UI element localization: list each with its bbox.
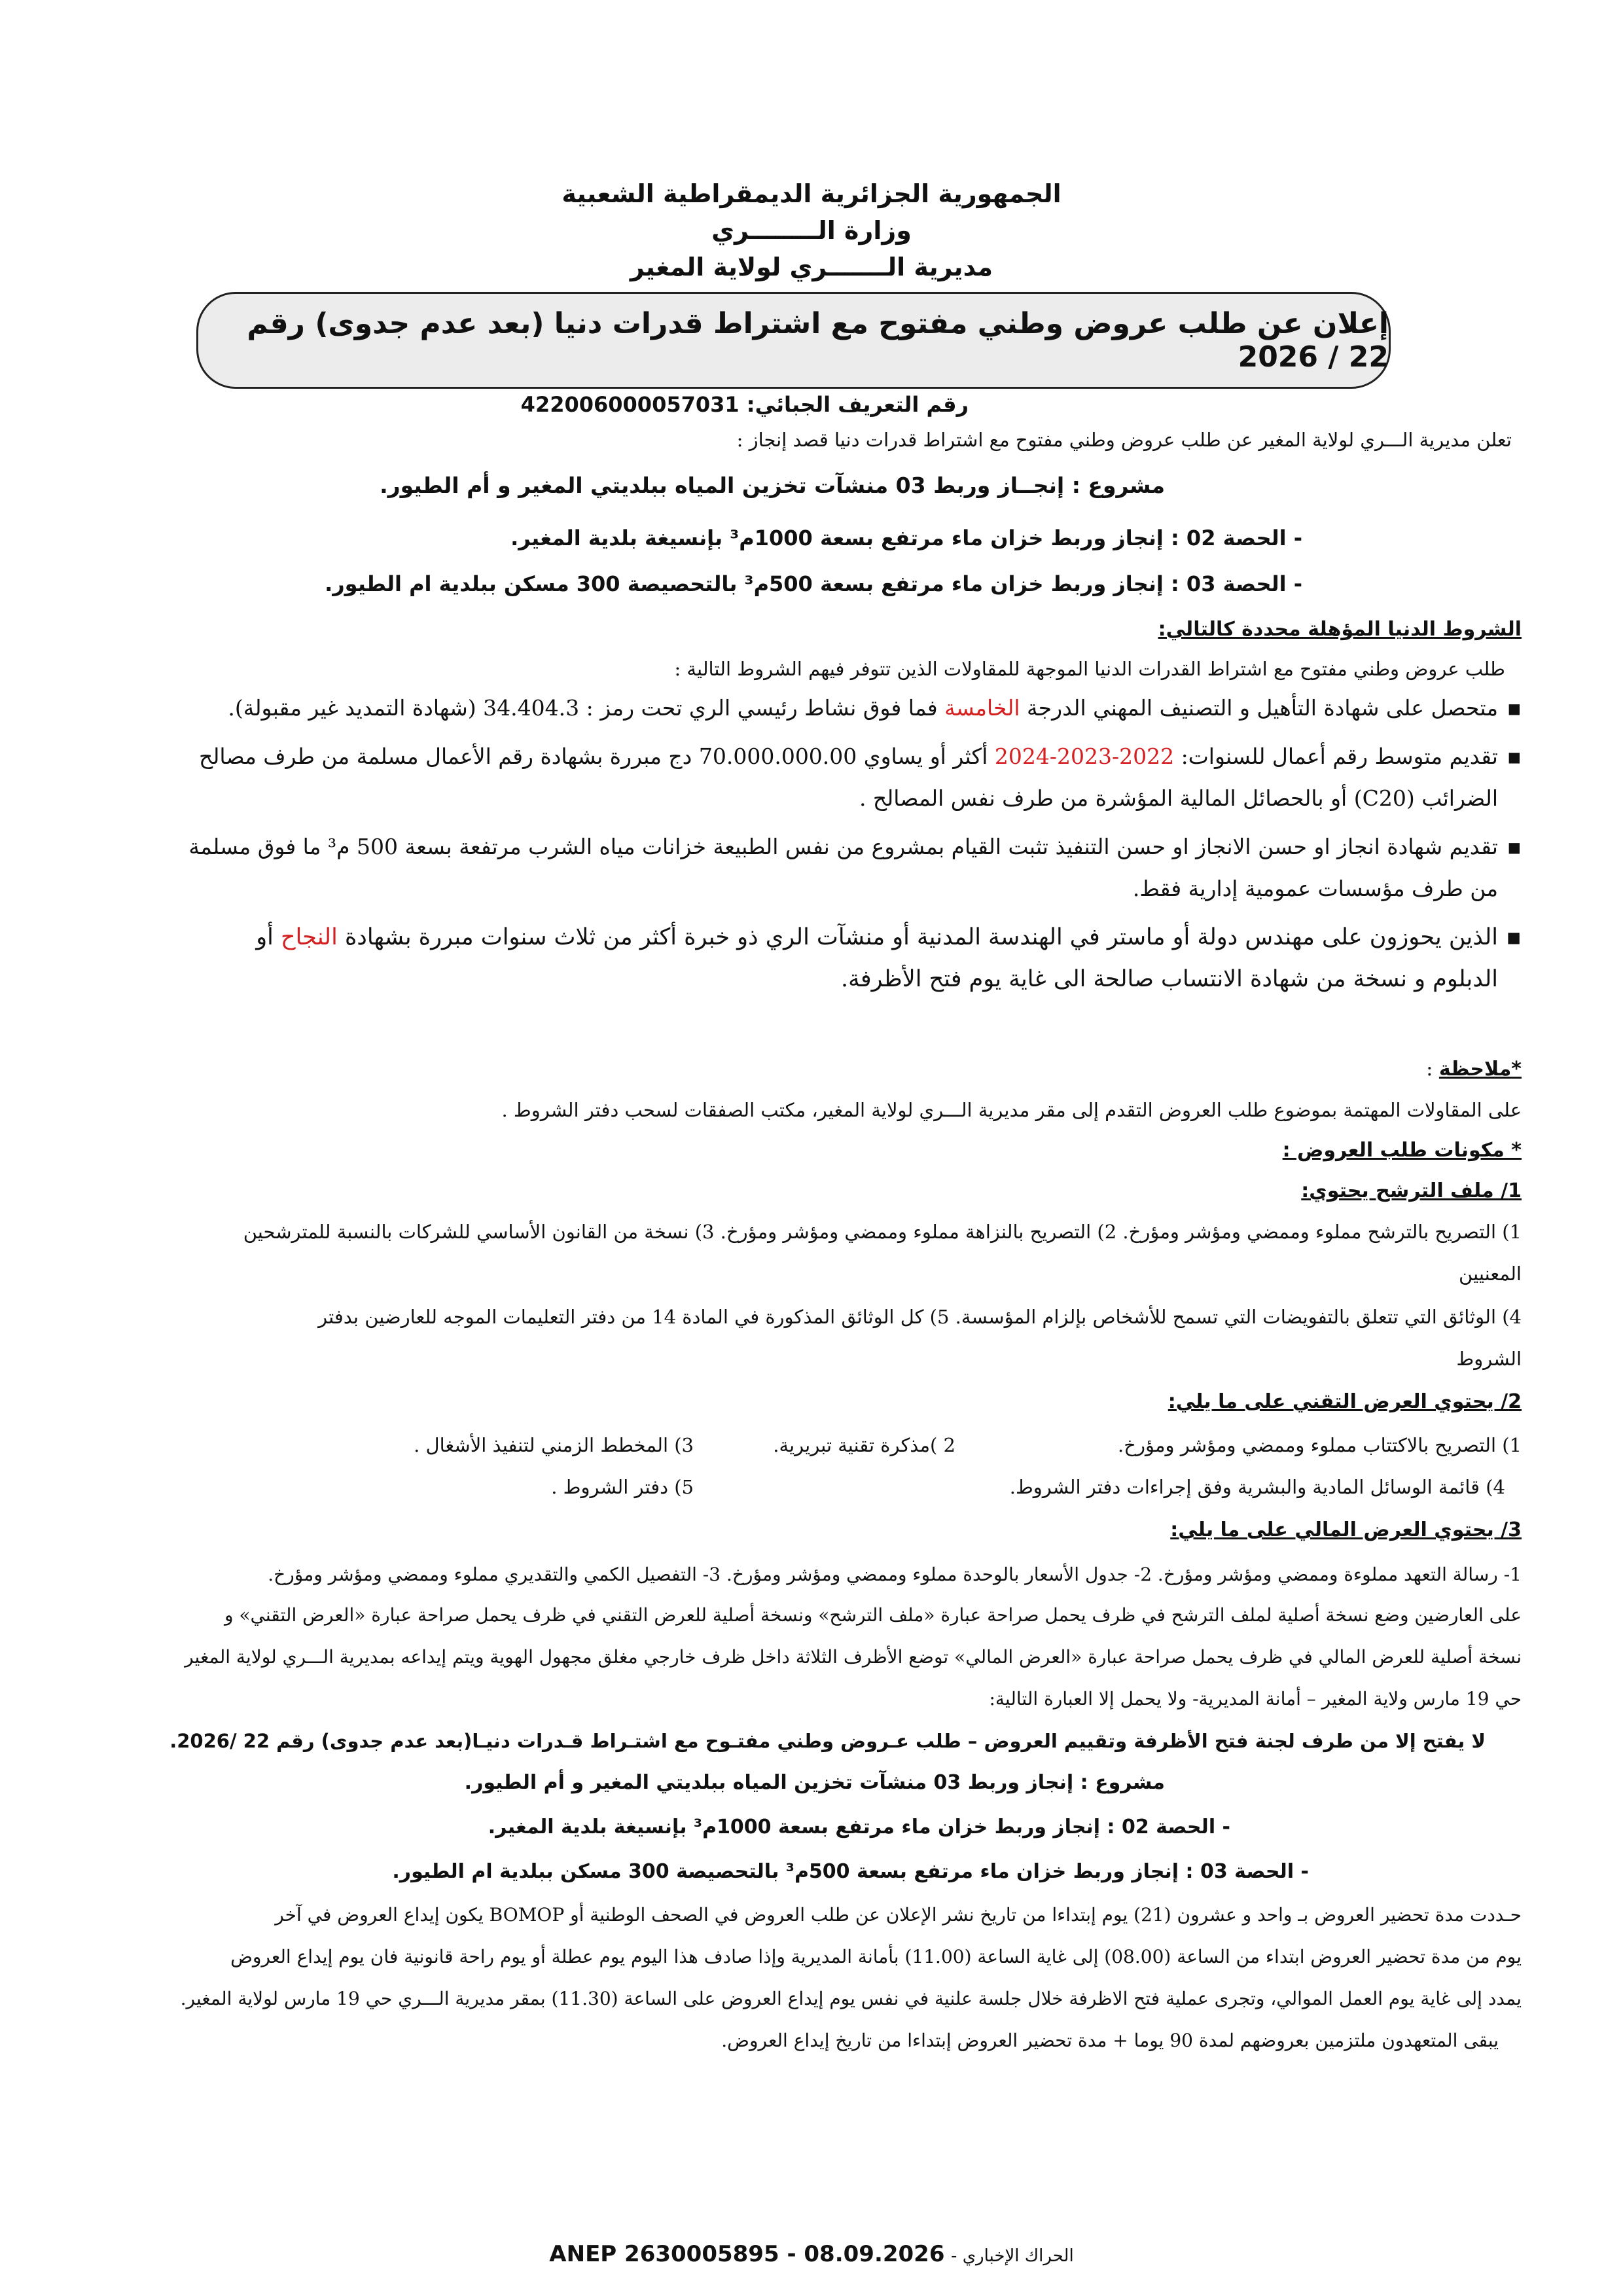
- note-heading-row: [1426, 1055, 1522, 1084]
- note-text: على المقاولات المهتمة بموضوع طلب العروض التقدم إلى مقر مديرية الـــري لولاية المغير، مكتب الصفقات لسحب دفتر الشروط .: [501, 1099, 1522, 1121]
- technical-item-2: 2 )مذكرة تقنية تبريرية.: [773, 1434, 955, 1456]
- newspaper-name: الحراك الإخباري -: [951, 2246, 1074, 2266]
- financial-line-3: نسخة أصلية للعرض المالي في ظرف يحمل صراحة عبارة «العرض المالي» توضع الأظرف الثلاثة داخل ظرف خارجي مغلق مجهول الهوية ويتم إيداعه بمديرية الـــري لولاية المغير: [185, 1646, 1522, 1668]
- condition-4-text-end: الدبلوم و نسخة من شهادة الانتساب صالحة الى غاية يوم فتح الأظرفة.: [841, 966, 1498, 992]
- conditions-list: [62, 687, 1522, 1000]
- footer: [0, 2241, 1623, 2267]
- financial-heading: 3/ يحتوي العرض المالي على ما يلي:: [1170, 1518, 1522, 1541]
- candidacy-line-1: 1) التصريح بالترشح مملوء وممضي ومؤشر ومؤرخ. 2) التصريح بالنزاهة مملوء وممضي ومؤشر ومؤرخ. 3) نسخة من القانون الأساسي للشركات بالنسبة للمترشحين: [243, 1221, 1522, 1243]
- financial-line-2: على العارضين وضع نسخة أصلية لملف الترشح في ظرف يحمل صراحة عبارة «ملف الترشح» ونسخة أصلية للعرض التقني في ظرف يحمل صراحة عبارة «العرض التقني» و: [224, 1604, 1522, 1626]
- condition-4-or: أو: [256, 924, 281, 950]
- envelope-line-4: - الحصة 03 : إنجاز وربط خزان ماء مرتفع بسعة 500م³ بالتحصيصة 300 مسكن ببلدية ام الطيور.: [392, 1860, 1309, 1883]
- technical-item-4: 4) قائمة الوسائل المادية والبشرية وفق إجراءات دفتر الشروط.: [1009, 1476, 1505, 1498]
- candidacy-heading: 1/ ملف الترشح يحتوي:: [1301, 1179, 1522, 1202]
- deadline-line-4: يبقى المتعهدون ملتزمين بعروضهم لمدة 90 يوما + مدة تحضير العروض إبتداءا من تاريخ إيداع العروض.: [721, 2030, 1499, 2051]
- lot-03-line: - الحصة 03 : إنجاز وربط خزان ماء مرتفع بسعة 500م³ بالتحصيصة 300 مسكن ببلدية ام الطيور.: [325, 571, 1302, 596]
- bullet-icon: ▪: [1506, 924, 1522, 950]
- condition-2-text: تقديم متوسط رقم أعمال للسنوات:: [1174, 744, 1498, 769]
- financial-line-1: 1- رسالة التعهد مملوءة وممضي ومؤشر ومؤرخ. 2- جدول الأسعار بالوحدة مملوء وممضي ومؤشر ومؤرخ. 3- التفصيل الكمي والتقديري مملوء وممضي ومؤشر ومؤرخ.: [268, 1564, 1522, 1585]
- condition-item: [62, 687, 1522, 729]
- financial-line-4: حي 19 مارس ولاية المغير – أمانة المديرية- ولا يحمل إلا العبارة التالية:: [989, 1688, 1522, 1710]
- condition-item: [62, 916, 1522, 1000]
- note-colon: :: [1426, 1058, 1439, 1081]
- condition-4-highlight: النجاح: [281, 924, 338, 950]
- lot-02-line: - الحصة 02 : إنجاز وربط خزان ماء مرتفع بسعة 1000م³ بإنسيغة بلدية المغير.: [510, 526, 1302, 550]
- technical-item-1: 1) التصريح بالاكتتاب مملوء وممضي ومؤشر ومؤرخ.: [1118, 1434, 1522, 1456]
- envelope-line-2: مشروع : إنجاز وربط 03 منشآت تخزين المياه ببلديتي المغير و أم الطيور.: [464, 1771, 1165, 1794]
- condition-2-years: 2022-2023-2024: [994, 744, 1175, 769]
- condition-2-text-end: الضرائب (C20) أو بالحصائل المالية المؤشرة من طرف نفس المصالح .: [859, 785, 1498, 811]
- bullet-icon: ▪: [1507, 695, 1522, 721]
- bullet-icon: ▪: [1507, 834, 1522, 859]
- project-line: مشروع : إنجــاز وربط 03 منشآت تخزين المياه ببلديتي المغير و أم الطيور.: [380, 473, 1165, 498]
- technical-heading: 2/ يحتوي العرض التقني على ما يلي:: [1168, 1390, 1522, 1413]
- candidacy-line-1b: المعنيين: [1459, 1263, 1522, 1285]
- republic-heading: الجمهورية الجزائرية الديمقراطية الشعبية: [562, 179, 1061, 208]
- deadline-line-1: حـددت مدة تحضير العروض بـ واحد و عشرون (21) يوم إبتداءا من تاريخ نشر الإعلان عن طلب العروض في الصحف الوطنية أو BOMOP يكون إيداع العروض في آخر: [275, 1904, 1522, 1926]
- condition-2-text-mid: أكثر أو يساوي 70.000.000.00 دج مبررة بشهادة رقم الأعمال مسلمة من طرف مصالح: [199, 744, 995, 769]
- conditions-heading: الشروط الدنيا المؤهلة محددة كالتالي:: [1158, 618, 1522, 641]
- condition-1-text-end: فما فوق نشاط رئيسي الري تحت رمز : 34.404.3 (شهادة التمديد غير مقبولة).: [228, 695, 945, 721]
- anep-reference: ANEP 2630005895 - 08.09.2026: [549, 2241, 945, 2267]
- directorate-heading: مديرية الـــــــري لولاية المغير: [630, 253, 993, 281]
- envelope-line-1: لا يفتح إلا من طرف لجنة فتح الأظرفة وتقييم العروض – طلب عـروض وطني مفتـوح مع اشتـراط قـدرات دنيـا(بعد عدم جدوى) رقم 22 /2026.: [169, 1730, 1486, 1752]
- condition-3-text: تقديم شهادة انجاز او حسن الانجاز او حسن التنفيذ تثبت القيام بمشروع من نفس الطبيعة خزانات مياه الشرب مرتفعة بسعة 500 م³ ما فوق مسلمة: [188, 834, 1498, 859]
- announcement-title: إعلان عن طلب عروض وطني مفتوح مع اشتراط قدرات دنيا (بعد عدم جدوى) رقم 22 / 2026: [247, 307, 1389, 374]
- condition-4-text: الذين يحوزون على مهندس دولة أو ماستر في الهندسة المدنية أو منشآت الري ذو خبرة أكثر من ثلاث سنوات مبررة بشهادة: [337, 924, 1498, 950]
- condition-1-grade: الخامسة: [944, 695, 1020, 721]
- technical-item-5: 5) دفتر الشروط .: [551, 1476, 694, 1498]
- candidacy-line-2b: الشروط: [1456, 1348, 1522, 1370]
- components-heading: * مكونات طلب العروض :: [1282, 1139, 1522, 1162]
- announcement-title-box: [196, 292, 1391, 389]
- bullet-icon: ▪: [1507, 744, 1522, 769]
- tax-id: رقم التعريف الجبائي: 422006000057031: [520, 392, 969, 417]
- intro-text: تعلن مديرية الـــري لولاية المغير عن طلب عروض وطني مفتوح مع اشتراط قدرات دنيا قصد إنجاز :: [736, 429, 1512, 451]
- deadline-line-2: يوم من مدة تحضير العروض ابتداء من الساعة (08.00) إلى غاية الساعة (11.00) بأمانة المديرية وإذا صادف هذا اليوم يوم عطلة أو يوم راحة قانونية فان يوم إيداع العروض: [230, 1946, 1522, 1967]
- ministry-heading: وزارة الــــــــري: [711, 216, 912, 245]
- candidacy-line-2: 4) الوثائق التي تتعلق بالتفويضات التي تسمح للأشخاص بإلزام المؤسسة. 5) كل الوثائق المذكورة في المادة 14 من دفتر التعليمات الموجه للعارضين بدفتر: [318, 1306, 1522, 1328]
- condition-3-text-end: من طرف مؤسسات عمومية إدارية فقط.: [1132, 876, 1498, 901]
- condition-item: [62, 736, 1522, 819]
- conditions-intro: طلب عروض وطني مفتوح مع اشتراط القدرات الدنيا الموجهة للمقاولات الذين تتوفر فيهم الشروط التالية :: [674, 658, 1505, 680]
- envelope-line-3: - الحصة 02 : إنجاز وربط خزان ماء مرتفع بسعة 1000م³ بإنسيغة بلدية المغير.: [488, 1816, 1230, 1839]
- condition-item: [62, 826, 1522, 910]
- note-heading: *ملاحظة: [1438, 1058, 1522, 1081]
- deadline-line-3: يمدد إلى غاية يوم العمل الموالي، وتجرى عملية فتح الاظرفة خلال جلسة علنية في نفس يوم إيداع العروض على الساعة (11.30) بمقر مديرية الـــري حي 19 مارس لولاية المغير.: [180, 1988, 1522, 2009]
- technical-item-3: 3) المخطط الزمني لتنفيذ الأشغال .: [414, 1434, 694, 1456]
- condition-1-text: متحصل على شهادة التأهيل و التصنيف المهني الدرجة: [1020, 695, 1498, 721]
